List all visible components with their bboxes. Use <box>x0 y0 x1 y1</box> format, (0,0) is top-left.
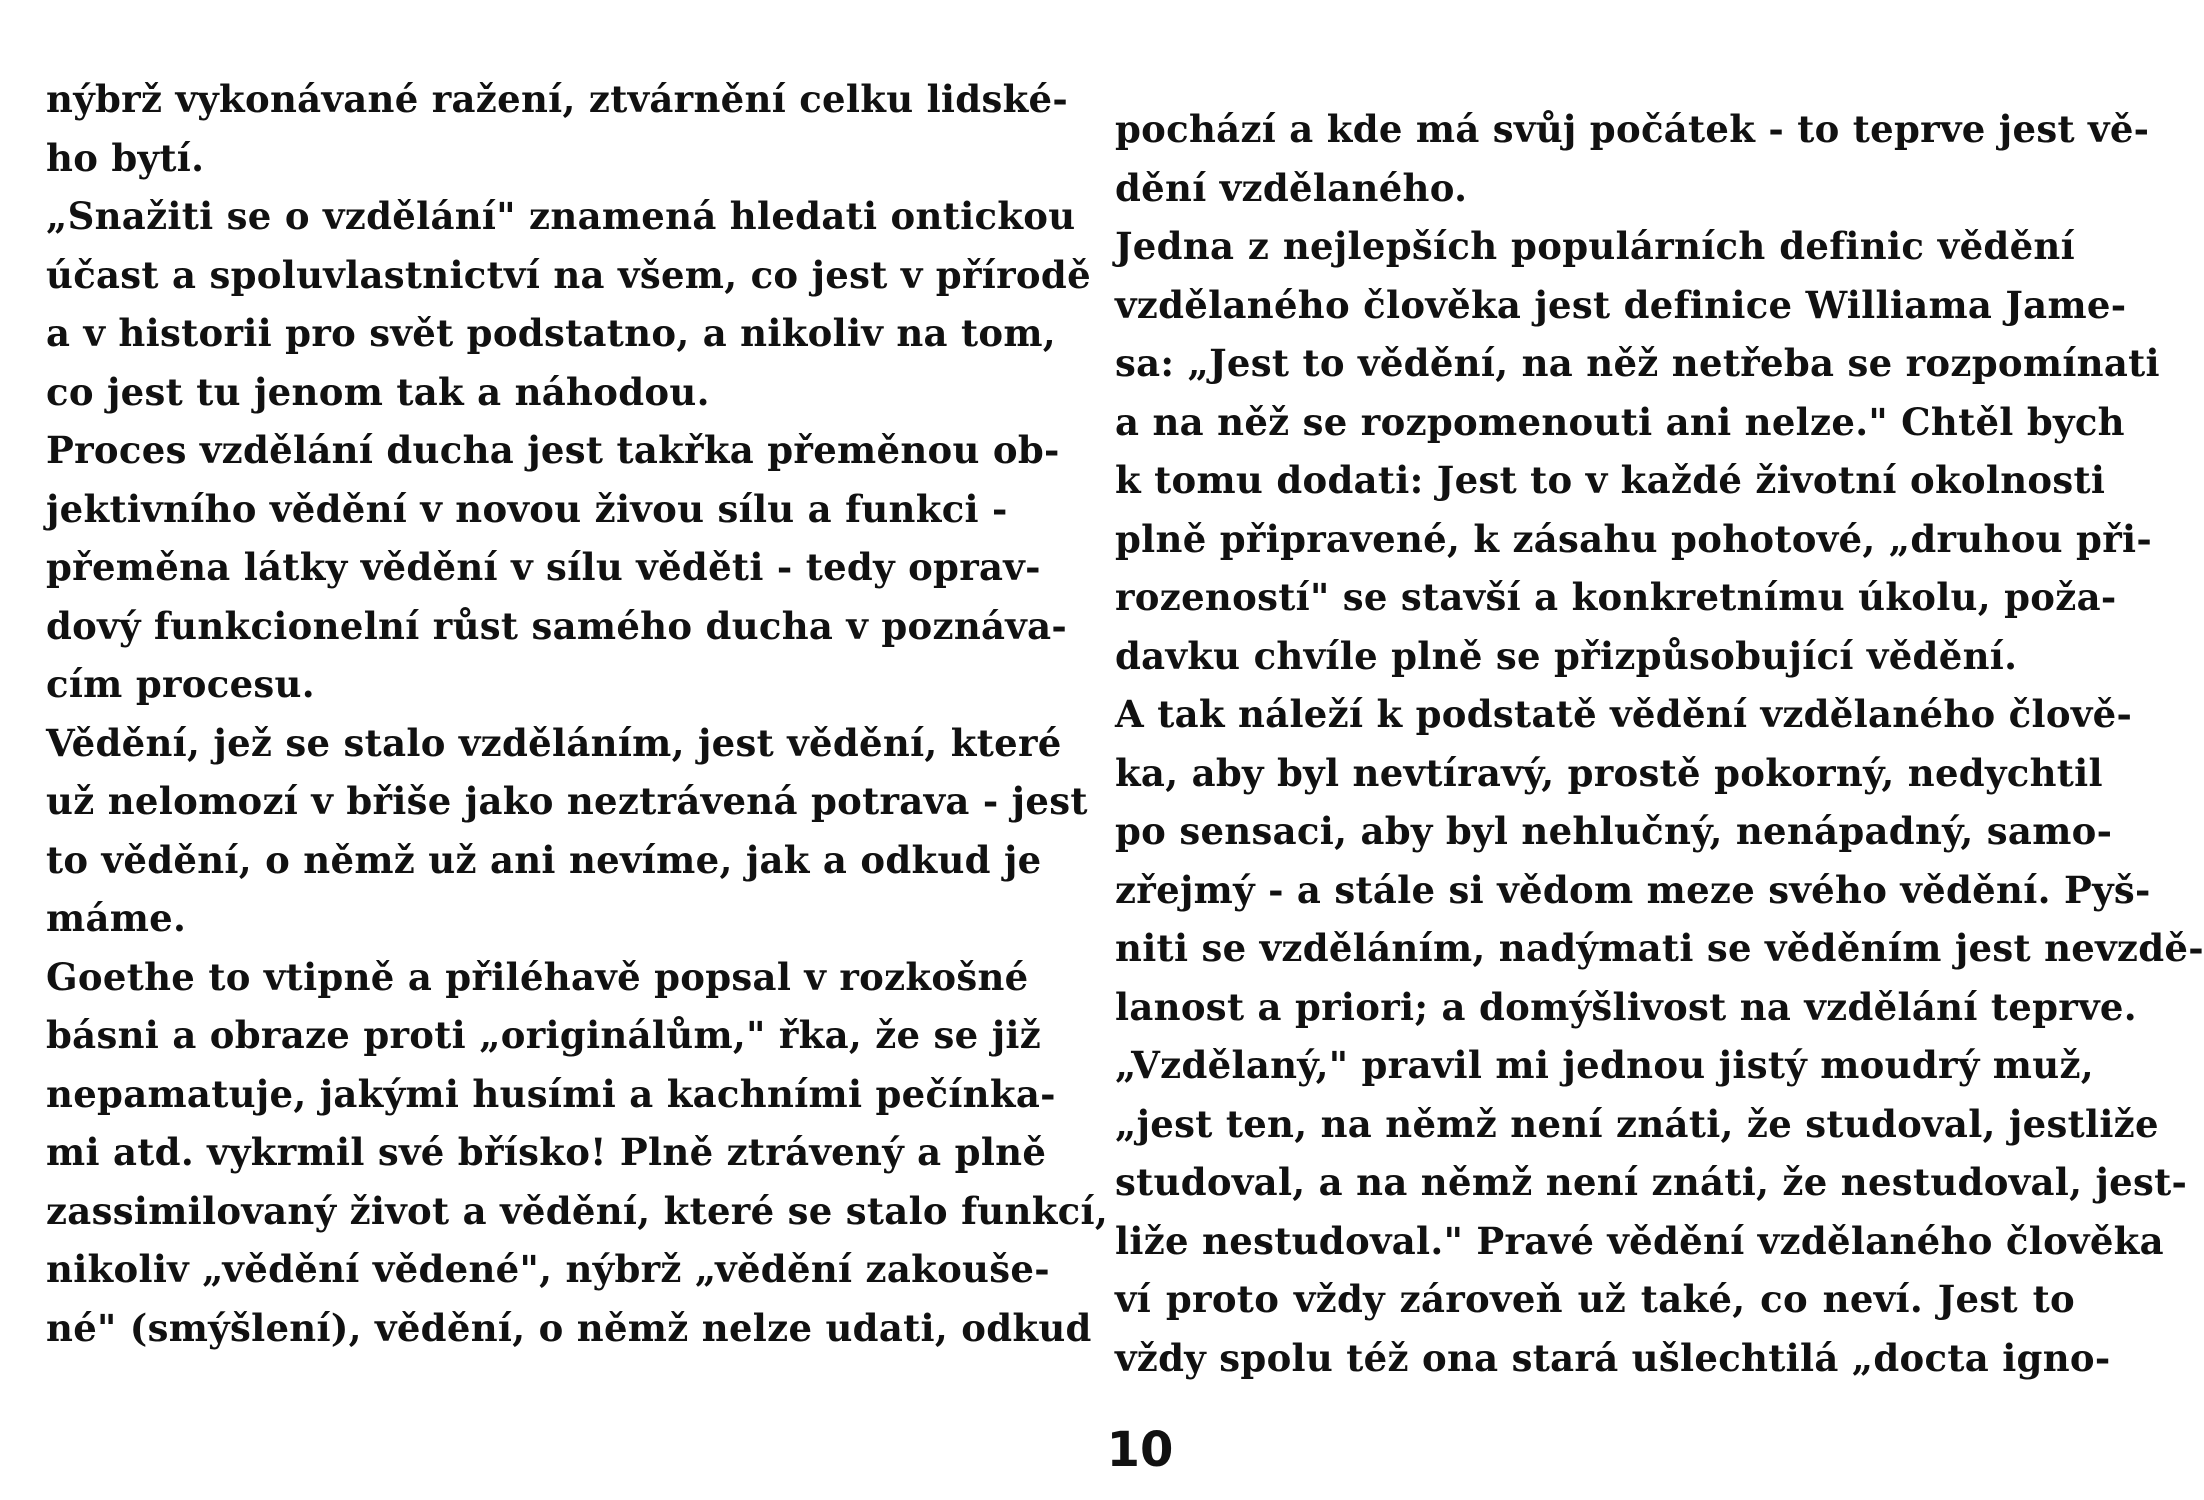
text-line: davku chvíle plně se přizpůsobující vědění. <box>1115 633 2018 678</box>
text-line: jektivního vědění v novou živou sílu a funkci - <box>46 486 1008 531</box>
text-line: lanost a priori; a domýšlivost na vzdělání teprve. <box>1115 984 2137 1029</box>
right-text-column <box>1115 100 2204 1387</box>
text-line: ka, aby byl nevtíravý, prostě pokorný, nedychtil <box>1115 750 2103 795</box>
text-line: A tak náleží k podstatě vědění vzdělaného člově- <box>1115 692 2133 736</box>
text-line: „Snažiti se o vzdělání" znamená hledati ontickou <box>46 194 1076 238</box>
text-line: po sensaci, aby byl nehlučný, nenápadný, samo- <box>1115 809 2113 853</box>
text-line: a na něž se rozpomenouti ani nelze." Chtěl bych <box>1115 399 2125 444</box>
text-line: studoval, a na němž není znáti, že nestudoval, jest- <box>1115 1160 2188 1204</box>
text-line: dění vzdělaného. <box>1115 165 1468 210</box>
text-line: a v historii pro svět podstatno, a nikoliv na tom, <box>46 311 1056 355</box>
text-line: to vědění, o němž už ani nevíme, jak a odkud je <box>46 837 1042 882</box>
text-line: né" (smýšlení), vědění, o němž nelze udati, odkud <box>46 1305 1092 1350</box>
text-line: nikoliv „vědění vědené", nýbrž „vědění zakouše- <box>46 1247 1050 1291</box>
text-line: nýbrž vykonávané ražení, ztvárnění celku lidské- <box>46 77 1069 121</box>
text-line: Proces vzdělání ducha jest takřka přeměnou ob- <box>46 428 1060 472</box>
text-line: niti se vzděláním, nadýmati se věděním jest nevzdě- <box>1115 926 2204 970</box>
text-line: rozeností" se stavší a konkretnímu úkolu, poža- <box>1115 575 2117 619</box>
text-line: už nelomozí v břiše jako neztrávená potrava - jest <box>46 779 1088 823</box>
text-line: „Vzdělaný," pravil mi jednou jistý moudrý muž, <box>1115 1043 2094 1087</box>
text-line: zassimilovaný život a vědění, které se stalo funkcí, <box>46 1188 1109 1233</box>
text-line: co jest tu jenom tak a náhodou. <box>46 369 710 414</box>
text-line: k tomu dodati: Jest to v každé životní okolnosti <box>1115 458 2106 502</box>
text-line: sa: „Jest to vědění, na něž netřeba se rozpomínati <box>1115 341 2160 385</box>
text-line: cím procesu. <box>46 662 315 706</box>
text-line: pochází a kde má svůj počátek - to teprve jest vě- <box>1115 107 2150 151</box>
text-line: mi atd. vykrmil své břísko! Plně ztrávený a plně <box>46 1130 1047 1174</box>
text-line: ví proto vždy zároveň už také, co neví. Jest to <box>1115 1277 2075 1321</box>
text-line: dový funkcionelní růst samého ducha v poznáva- <box>46 603 1068 648</box>
text-line: Goethe to vtipně a přiléhavě popsal v rozkošné <box>46 954 1029 999</box>
text-line: plně připravené, k zásahu pohotové, „druhou při- <box>1115 516 2153 561</box>
text-line: liže nestudoval." Pravé vědění vzdělaného člověka <box>1115 1218 2164 1263</box>
text-line: přeměna látky vědění v sílu věděti - tedy oprav- <box>46 545 1041 589</box>
text-line: účast a spoluvlastnictví na všem, co jest v přírodě <box>46 252 1091 297</box>
text-line: vždy spolu též ona stará ušlechtilá „docta igno- <box>1115 1335 2111 1380</box>
text-line: ho bytí. <box>46 135 205 180</box>
text-line: zřejmý - a stále si vědom meze svého vědění. Pyš- <box>1115 867 2151 912</box>
text-line: Vědění, jež se stalo vzděláním, jest vědění, které <box>46 720 1062 765</box>
text-line: vzdělaného člověka jest definice Williama Jame- <box>1115 282 2127 327</box>
text-line: Jedna z nejlepších populárních definic vědění <box>1115 224 2075 268</box>
page-number: 10 <box>1106 1422 1174 1478</box>
text-line: „jest ten, na němž není znáti, že studoval, jestliže <box>1115 1101 2159 1146</box>
text-line: básni a obraze proti „originálům," řka, že se již <box>46 1013 1042 1057</box>
text-line: nepamatuje, jakými husími a kachními pečínka- <box>46 1071 1056 1116</box>
text-line: máme. <box>46 896 187 940</box>
left-text-column <box>46 70 1109 1357</box>
